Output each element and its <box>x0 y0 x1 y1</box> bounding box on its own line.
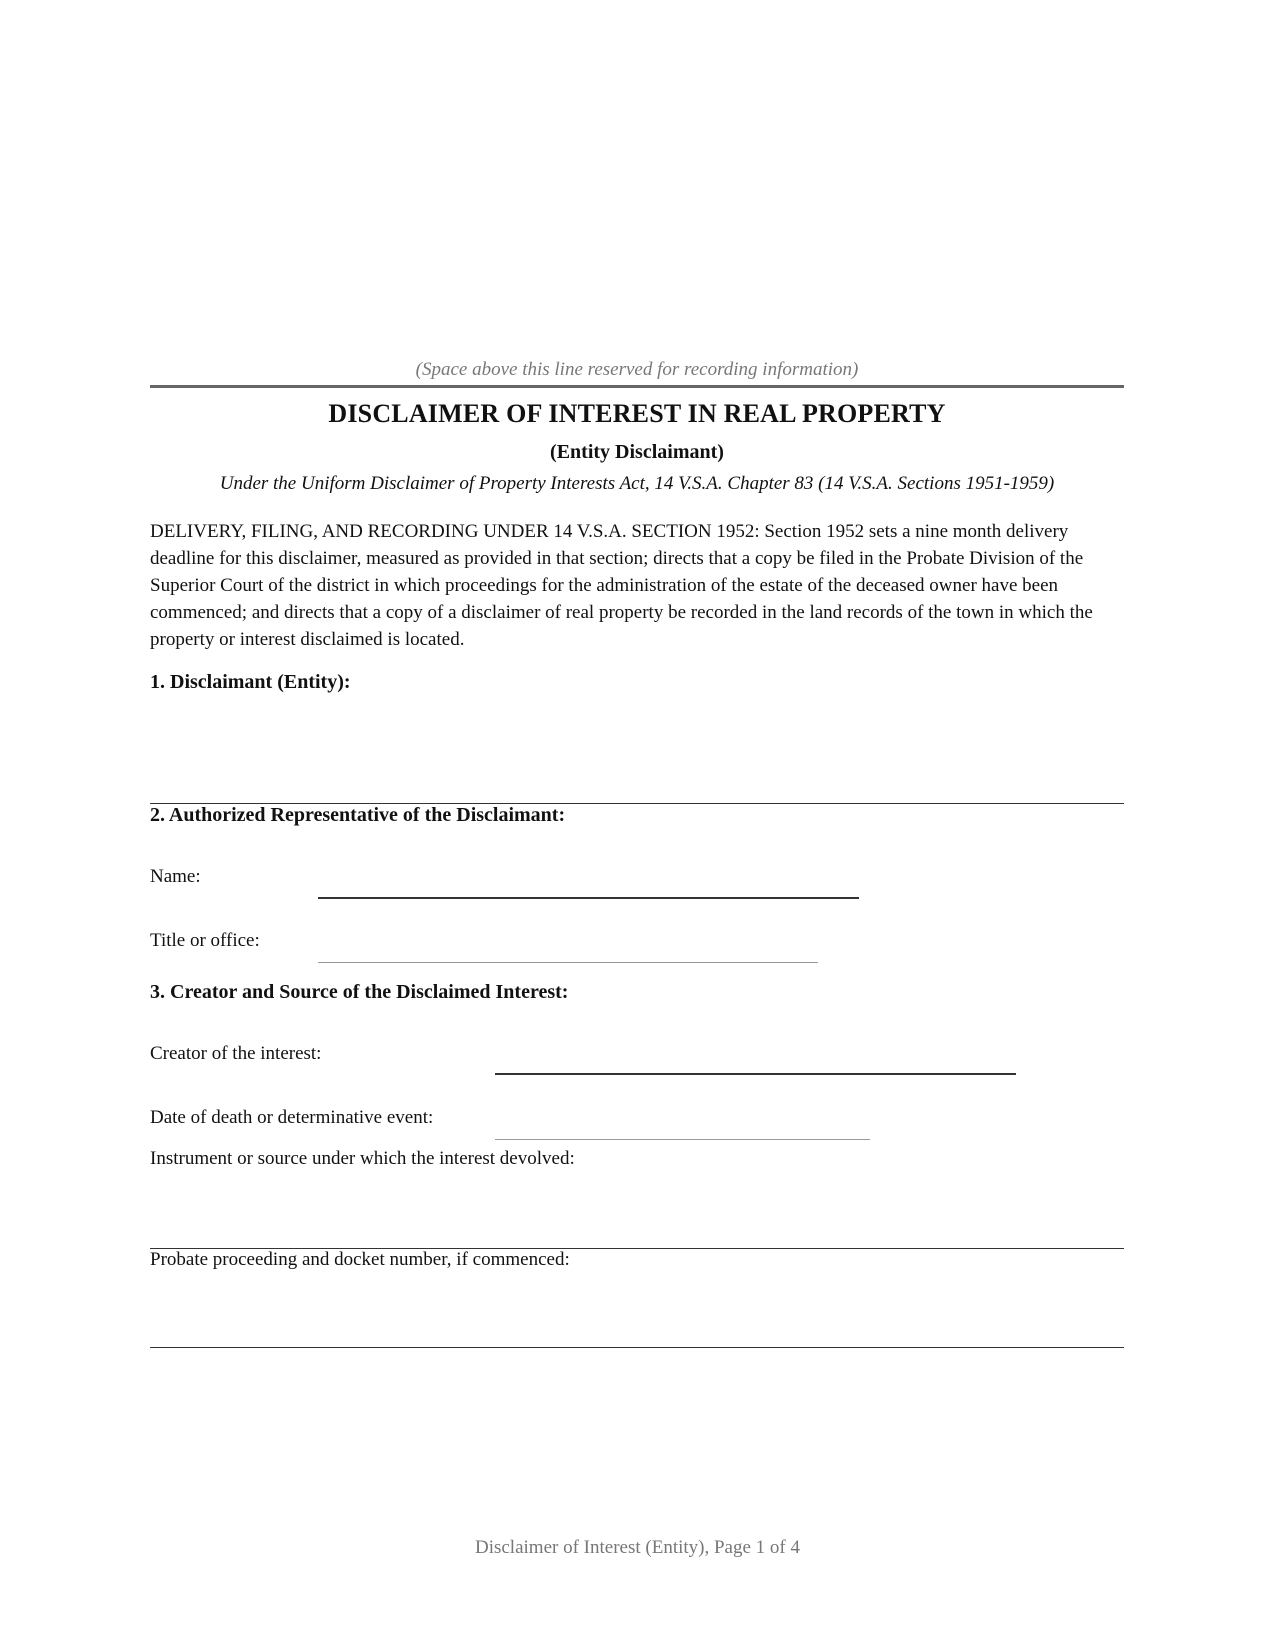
creator-field[interactable] <box>495 1073 1016 1075</box>
recording-space-note: (Space above this line reserved for recording information) <box>415 359 859 380</box>
document-title: DISCLAIMER OF INTEREST IN REAL PROPERTY <box>328 399 946 428</box>
recording-divider <box>150 385 1124 388</box>
delivery-filing-paragraph: DELIVERY, FILING, AND RECORDING UNDER 14 V.S.A. SECTION 1952: Section 1952 sets a nine month delivery deadline for this disclaimer, measured as provided in that section; directs that a copy be filed in the Probate Division of the Superior Court of the district in which proceedings for the administration of the estate of the deceased owner have been commenced; and directs that a copy of a disclaimer of real property be recorded in the land records of the town in which the property or interest disclaimed is located. <box>150 521 1093 650</box>
section2-heading: 2. Authorized Representative of the Disclaimant: <box>150 804 566 826</box>
statute-reference: Under the Uniform Disclaimer of Property Interests Act, 14 V.S.A. Chapter 83 (14 V.S.A. Sections 1951-1959) <box>219 473 1055 494</box>
representative-name-field[interactable] <box>318 897 859 899</box>
title-office-field[interactable] <box>318 962 818 963</box>
instrument-source-label: Instrument or source under which the interest devolved: <box>150 1148 575 1169</box>
creator-label: Creator of the interest: <box>150 1043 322 1064</box>
name-label: Name: <box>150 866 201 887</box>
section3-heading: 3. Creator and Source of the Disclaimed Interest: <box>150 981 569 1003</box>
section1-heading: 1. Disclaimant (Entity): <box>150 671 351 693</box>
title-office-label: Title or office: <box>150 930 260 951</box>
date-of-death-label: Date of death or determinative event: <box>150 1107 434 1128</box>
probate-docket-field[interactable] <box>150 1347 1124 1348</box>
page-footer: Disclaimer of Interest (Entity), Page 1 of 4 <box>474 1537 800 1558</box>
date-of-death-field[interactable] <box>495 1139 870 1140</box>
probate-proceeding-label: Probate proceeding and docket number, if commenced: <box>150 1249 570 1270</box>
document-subtitle: (Entity Disclaimant) <box>550 441 724 463</box>
